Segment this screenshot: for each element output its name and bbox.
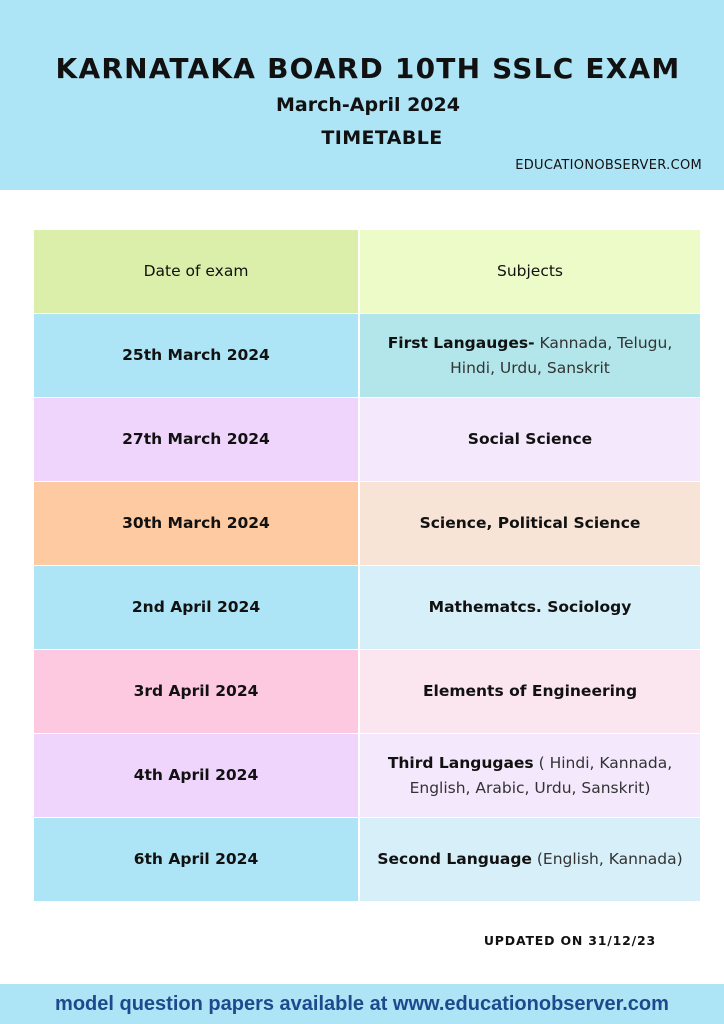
table-row: [34, 818, 700, 902]
subject-text: [374, 331, 686, 381]
subject-cell: [360, 734, 700, 817]
subject-bold-text: Elements of Engineering: [422, 682, 638, 700]
table-row: [34, 482, 700, 566]
subject-bold-text: Science, Political Science: [419, 514, 641, 532]
table-row: [34, 398, 700, 482]
subject-text: [423, 679, 637, 704]
table-row: [34, 734, 700, 818]
subject-cell: [360, 314, 700, 397]
exam-period: March-April 2024: [276, 94, 460, 116]
subject-text: [420, 511, 641, 536]
subject-text: [468, 427, 592, 452]
table-header-row: [34, 230, 700, 314]
table-row: [34, 566, 700, 650]
exam-date-cell: 27th March 2024: [34, 398, 358, 481]
exam-date-cell: 6th April 2024: [34, 818, 358, 901]
exam-date-cell: 30th March 2024: [34, 482, 358, 565]
subject-bold-text: Second Language: [377, 850, 532, 868]
table-row: [34, 650, 700, 734]
site-name: EDUCATIONOBSERVER.COM: [515, 158, 702, 173]
subject-cell: [360, 482, 700, 565]
subject-detail-text: ( Hindi, Kannada, English, Arabic, Urdu, Sanskrit): [409, 753, 673, 797]
subject-bold-text: Third Langugaes: [387, 753, 534, 772]
subject-bold-text: Mathematcs. Sociology: [428, 598, 632, 616]
subject-cell: [360, 398, 700, 481]
exam-date-cell: 4th April 2024: [34, 734, 358, 817]
page-title: KARNATAKA BOARD 10TH SSLC EXAM: [55, 52, 681, 85]
subject-cell: [360, 566, 700, 649]
subject-bold-text: Social Science: [467, 430, 593, 448]
column-header-date: Date of exam: [34, 230, 358, 313]
footer-banner: [0, 984, 724, 1024]
updated-date: UPDATED ON 31/12/23: [483, 933, 656, 948]
subject-cell: [360, 818, 700, 901]
subject-cell: [360, 650, 700, 733]
subject-text: [429, 595, 632, 620]
table-row: [34, 314, 700, 398]
header-banner: [0, 0, 724, 190]
subject-detail-text: (English, Kannada): [531, 850, 683, 868]
subject-text: [377, 847, 682, 872]
subject-detail-text: Kannada, Telugu, Hindi, Urdu, Sanskrit: [450, 333, 673, 377]
footer-link-text[interactable]: model question papers available at www.educationobserver.com: [55, 992, 669, 1015]
column-header-subjects: Subjects: [360, 230, 700, 313]
subject-text: [374, 751, 686, 801]
timetable-heading: TIMETABLE: [321, 127, 443, 149]
exam-date-cell: 3rd April 2024: [34, 650, 358, 733]
timetable-table: [34, 230, 700, 902]
exam-date-cell: 25th March 2024: [34, 314, 358, 397]
exam-date-cell: 2nd April 2024: [34, 566, 358, 649]
subject-bold-text: First Langauges-: [387, 333, 535, 352]
